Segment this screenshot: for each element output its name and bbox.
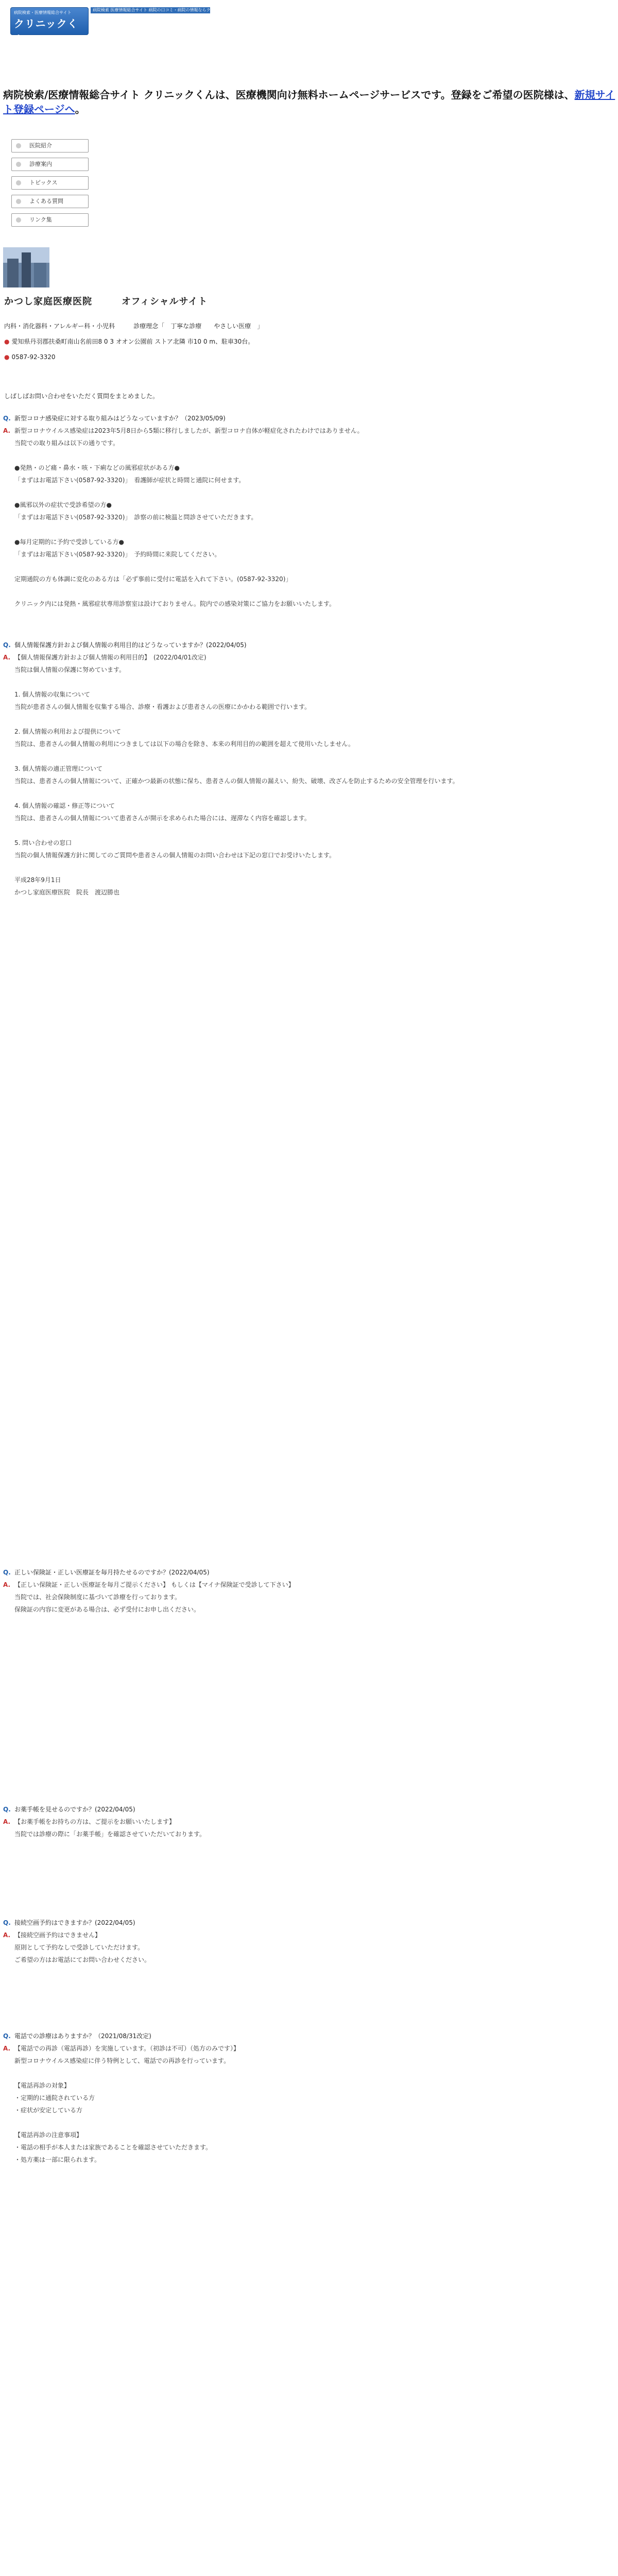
faq-answer: A. 【正しい保険証・正しい医療証を毎月ご提示ください】 もしくは【マイナ保険証で受診して下さい】 当院では、社会保険制度に基づいて診療を行っております。 保険証の内容に変更がある場合は、必ず受付にお申し出ください。	[3, 1579, 614, 1616]
faq-intro: しばしばお問い合わせをいただく質問をまとめました。	[4, 393, 159, 400]
faq-answer: A. 【個人情報保護方針および個人情報の利用目的】 (2022/04/01改定) 当院は個人情報の保護に努めています。 1. 個人情報の収集について 当院が患者さんの個人情報を収集する場合、診療・看護および患者さんの医療にかかわる範囲で行います。 2. 個人情報の利用および提供について 当院は、患者さんの個人情報の利用につきましては以下の場合を除き、本来の利用目的の範囲を超えて使用いたしません。 3. 個人情報の適正管理について 当院は、患者さんの個人情報について、正確かつ最新の状態に保ち、患者さんの個人情報の漏えい、紛失、破壊、改ざんを防止するための安全管理を行います。 4. 個人情報の確認・修正等について 当院は、患者さんの個人情報について患者さんが開示を求められた場合には、遅滞なく内容を確認します。 5. 問い合わせの窓口 当院の個人情報保護方針に関してのご質問や患者さんの個人情報のお問い合わせは下記の窓口でお受けいたします。 平成28年9月1日 かつし家庭医療医院 院長 渡辺勝也	[3, 651, 614, 899]
clinic-photo	[3, 247, 49, 287]
faq-question: Q. 正しい保険証・正しい医療証を毎月持たせるのですか？(2022/04/05)	[3, 1566, 614, 1579]
answer-icon: A.	[3, 1931, 11, 1939]
answer-icon: A.	[3, 1581, 11, 1588]
clinic-address-row	[4, 334, 612, 349]
menu-item-medical-guide[interactable]: 診療案内	[11, 158, 89, 171]
answer-icon: A.	[3, 1818, 11, 1825]
question-icon: Q.	[3, 1569, 11, 1576]
question-icon: Q.	[3, 1806, 11, 1813]
answer-icon: A.	[3, 2045, 11, 2052]
site-logo[interactable]	[10, 7, 89, 45]
logo-subtitle: 病院検索・医療情報総合サイト	[14, 10, 72, 15]
answer-icon: A.	[3, 654, 11, 661]
menu-item-faq[interactable]: よくある質問	[11, 195, 89, 208]
faq-item	[3, 639, 614, 899]
faq-question: Q. お薬手帳を見せるのですか？(2022/04/05)	[3, 1803, 614, 1816]
faq-item	[3, 1566, 614, 1616]
faq-answer: A. 【電話での再診（電話再診）を実施しています。（初診は不可）（処方のみです）】 新型コロナウイルス感染症に伴う特例として、電話での再診を行っています。 【電話再診の対象】 ・定期的に通院されている方 ・症状が安定している方 【電話再診の注意事項】 ・電話の相手が本人または家族であることを確認させていただきます。 ・処方薬は一部に限られます。	[3, 2042, 614, 2166]
clinic-tel[interactable]: 0587-92-3320	[11, 353, 56, 361]
menu-item-clinic-intro[interactable]: 医院紹介	[11, 139, 89, 152]
question-icon: Q.	[3, 641, 11, 649]
faq-question: Q. 接続空画予約はできますか？(2022/04/05)	[3, 1917, 614, 1929]
menu-item-links[interactable]: リンク集	[11, 213, 89, 227]
clinic-info	[4, 318, 612, 365]
faq-question: Q. 新型コロナ感染症に対する取り組みはどうなっていますか？（2023/05/09)	[3, 412, 614, 425]
faq-item	[3, 1803, 614, 1840]
clinic-tel-row	[4, 349, 612, 365]
headline-end: 。	[75, 103, 85, 115]
answer-icon: A.	[3, 427, 11, 434]
question-icon: Q.	[3, 2032, 11, 2040]
clinic-name: かつし家庭医療医院 オフィシャルサイト	[4, 296, 208, 307]
phone-icon: ●	[4, 353, 10, 361]
question-icon: Q.	[3, 1919, 11, 1926]
faq-item	[3, 412, 614, 610]
faq-answer: A. 新型コロナウイルス感染症は2023年5月8日から5類に移行しましたが、新型コロナ自体が軽症化されたわけではありません。 当院での取り組みは以下の通りです。 ●発熱・のど痛・鼻水・咳・下痢などの風邪症状がある方● 「まずはお電話下さい(0587-92-3320)」 看護師が症状と時間と通院に何せます。 ●風邪以外の症状で受診希望の方● 「まずはお電話下さい(0587-92-3320)」 診察の前に検温と問診させていただきます。 ●毎月定期的に予約で受診している方● 「まずはお電話下さい(0587-92-3320)」 予約時間に来院してください。 定期通院の方も体調に変化のある方は「必ず事前に受付に電話を入れて下さい。(0587-92-3320)」 クリニック内には発熱・風邪症状専用診察室は設けておりません。院内での感染対策にご協力をお願いいたします。	[3, 425, 614, 610]
menu-item-topics[interactable]: トピックス	[11, 176, 89, 190]
location-pin-icon: ●	[4, 338, 10, 345]
clinic-address: 愛知県丹羽郡扶桑町南山名前田8 0 3 オオン公園前 ストア北隣 市10 0 m、駐車30台。	[11, 338, 254, 345]
faq-question: Q. 電話での診療はありますか？（2021/08/31改定)	[3, 2030, 614, 2042]
faq-item	[3, 2030, 614, 2166]
page-headline	[3, 88, 616, 116]
clinic-summary: 内科・消化器科・アレルギー科・小児科 診療理念「 丁寧な診療 やさしい医療 」	[4, 323, 264, 330]
logo-title: クリニックくん	[14, 18, 78, 45]
faq-item	[3, 1917, 614, 1966]
side-menu	[11, 139, 94, 232]
faq-answer: A. 【お薬手帳をお持ちの方は、ご提示をお願いいたします】 当院では診療の際に「お薬手帳」を確認させていただいております。	[3, 1816, 614, 1840]
faq-answer: A. 【接続空画予約はできません】 原則として予約なしで受診していただけます。 ご希望の方はお電話にてお問い合わせください。	[3, 1929, 614, 1966]
question-icon: Q.	[3, 415, 11, 422]
faq-question: Q. 個人情報保護方針および個人情報の利用目的はどうなっていますか？(2022/04/05)	[3, 639, 614, 651]
headline-text: 病院検索/医療情報総合サイト クリニックくんは、医療機関向け無料ホームページサービスです。登録をご希望の医院様は、	[3, 89, 575, 101]
new-site-registration-link[interactable]: 新規サイト登録ページへ	[3, 89, 615, 115]
site-banner[interactable]: 病院検索 医療情報総合サイト 病院の口コミ・病院の情報ならクリニックくん	[91, 7, 210, 13]
